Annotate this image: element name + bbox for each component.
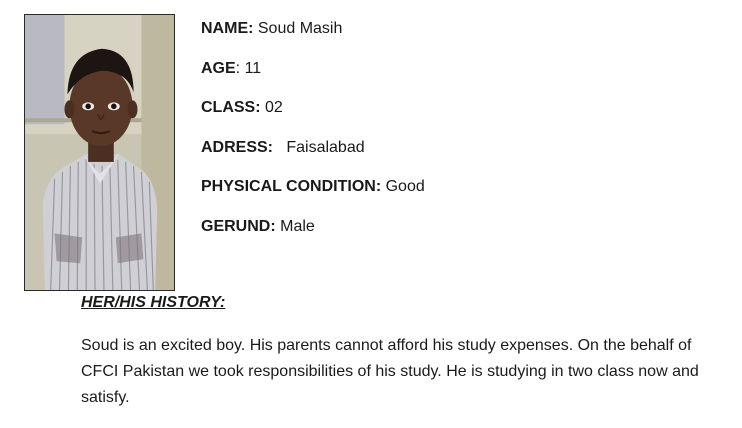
field-address bbox=[201, 137, 425, 177]
field-gender bbox=[201, 216, 425, 256]
field-name-label: NAME: bbox=[201, 20, 254, 37]
field-name bbox=[201, 18, 425, 58]
field-class bbox=[201, 97, 425, 137]
field-name-value: Soud Masih bbox=[253, 20, 343, 37]
profile-fields bbox=[201, 18, 425, 255]
field-age bbox=[201, 58, 425, 98]
history-heading: HER/HIS HISTORY: bbox=[81, 294, 226, 311]
field-physical-condition-value: Good bbox=[381, 178, 425, 195]
field-physical-condition bbox=[201, 176, 425, 216]
field-gender-value: Male bbox=[275, 217, 315, 235]
history-paragraph: Soud is an excited boy. His parents cannot afford his study expenses. On the behalf of CFCI Pakistan we took responsibilities of his study. He is studying in two class now and satisfy. bbox=[81, 337, 699, 406]
field-class-label: CLASS: bbox=[201, 99, 261, 116]
field-age-value: : 11 bbox=[235, 59, 262, 77]
boy-portrait-image bbox=[25, 15, 174, 290]
field-gender-label: GERUND: bbox=[201, 217, 276, 235]
field-address-value: Faisalabad bbox=[273, 138, 365, 156]
student-photo bbox=[24, 14, 175, 291]
field-physical-condition-label: PHYSICAL CONDITION: bbox=[201, 178, 382, 195]
field-age-label: AGE bbox=[201, 59, 236, 77]
field-address-label: ADRESS: bbox=[201, 138, 274, 156]
field-class-value: 02 bbox=[260, 99, 283, 116]
